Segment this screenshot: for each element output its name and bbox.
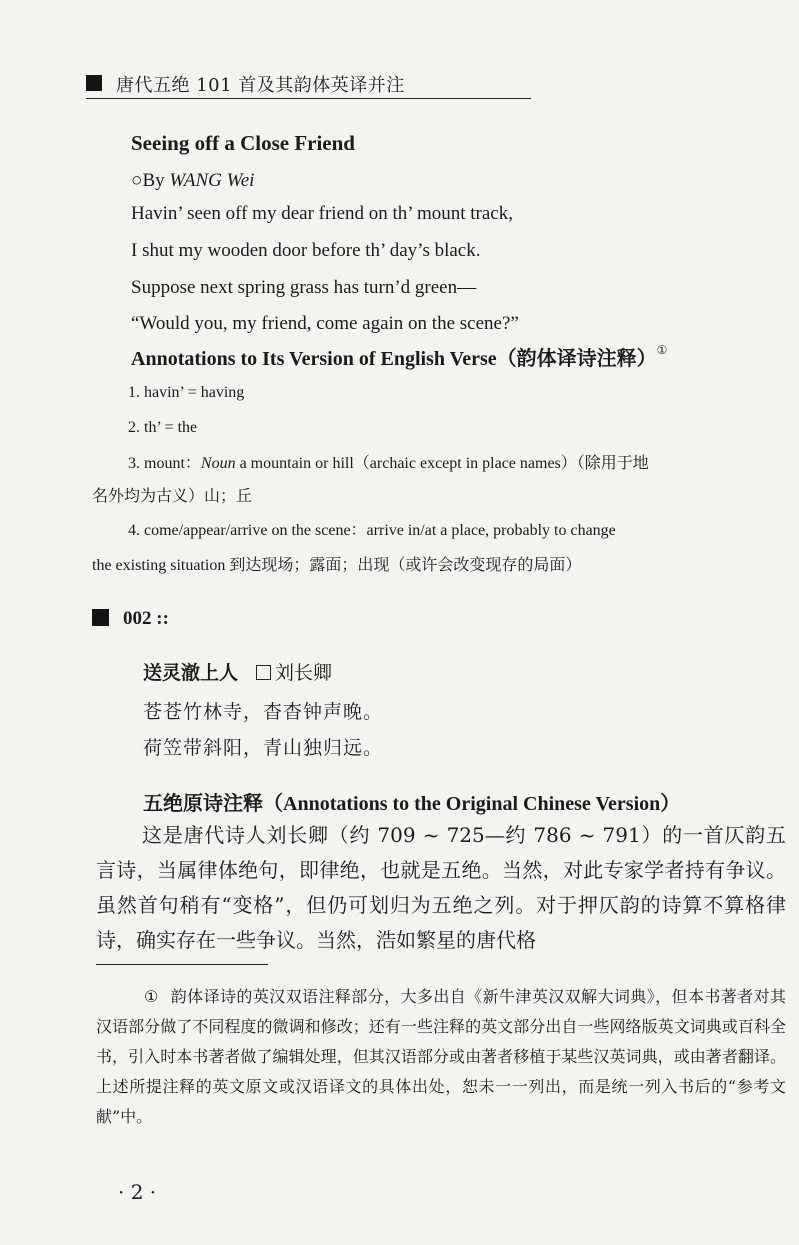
annotation-item-continued: 名外均为古义）山；丘: [92, 488, 253, 505]
annotation-item: 4. come/appear/arrive on the scene：arrive in/at a place, probably to change: [128, 522, 616, 539]
square-bullet-icon: [86, 75, 102, 91]
english-poem-title: Seeing off a Close Friend: [131, 131, 355, 155]
author-prefix: ○By: [131, 170, 170, 191]
annotation-term: Noun: [200, 455, 236, 472]
annotations-title: [131, 342, 667, 371]
chinese-poem-title-text: 送灵澈上人: [143, 662, 239, 684]
annotation-item: 2. th’ = the: [128, 419, 198, 436]
page-number: · 2 ·: [118, 1180, 157, 1204]
running-header-title: 唐代五绝 101 首及其韵体英译并注: [116, 75, 405, 96]
verse-line: Havin’ seen off my dear friend on th’ mount track,: [131, 203, 513, 224]
empty-box-icon: [256, 665, 271, 680]
section-heading: [92, 608, 169, 630]
footnote-mark: ①: [144, 987, 159, 1006]
annotation-item-continued: the existing situation 到达现场；露面；出现（或许会改变现存的局面）: [92, 557, 582, 574]
footnote: [96, 982, 786, 1132]
verse-line: Suppose next spring grass has turn’d green—: [131, 277, 477, 298]
chinese-poem-author: 刘长卿: [275, 662, 333, 684]
section-number: 002 ::: [123, 608, 169, 629]
annotation-paragraph: [96, 818, 786, 958]
square-bullet-icon: [92, 609, 109, 626]
footnote-text: 韵体译诗的英汉双语注释部分，大多出自《新牛津英汉双解大词典》，但本书著者对其汉语部分做了不同程度的微调和修改；还有一些注释的英文部分出自一些网络版英文词典或百科全书，引入时本书著者做了编辑处理，但其汉语部分或由著者移植于某些汉英词典，或由著者翻译。上述所提注释的英文原文或汉语译文的具体出处，恕未一一列出，而是统一列入书后的“参考文献”中。: [96, 987, 786, 1126]
running-header: [86, 70, 531, 99]
annotation-number: 3. mount：: [128, 455, 201, 472]
verse-line: I shut my wooden door before th’ day’s black.: [131, 240, 481, 261]
annotations-title-text: Annotations to Its Version of English Verse（韵体译诗注释）: [131, 348, 657, 370]
annotation-item: 1. havin’ = having: [128, 384, 245, 401]
author-name: WANG Wei: [169, 170, 255, 191]
original-annotations-title-en: （Annotations to the Original Chinese Version）: [263, 793, 681, 815]
verse-line: “Would you, my friend, come again on the scene?”: [131, 313, 519, 334]
annotation-definition: a mountain or hill（archaic except in place names）（除用于地: [235, 455, 649, 472]
annotation-item: [128, 450, 649, 473]
original-annotations-title-cn: 五绝原诗注释: [143, 791, 263, 815]
chinese-poem-title: [143, 658, 332, 685]
english-poem-author: [131, 170, 254, 192]
chinese-poem-line: 苍苍竹林寺，杳杳钟声晚。: [143, 701, 384, 723]
footnote-marker: ①: [656, 343, 668, 358]
chinese-poem-line: 荷笠带斜阳，青山独归远。: [143, 737, 384, 759]
annotation-paragraph-text: 这是唐代诗人刘长卿（约 709 ~ 725—约 786 ~ 791）的一首仄韵五言诗，当属律体绝句，即律绝，也就是五绝。当然，对此专家学者持有争议。虽然首句稍有“变格”，但仍可划归为五绝之列。对于押仄韵的诗算不算格律诗，确实存在一些争议。当然，浩如繁星的唐代格: [96, 823, 786, 952]
original-annotations-heading: [143, 787, 680, 816]
footnote-rule: [96, 964, 268, 965]
